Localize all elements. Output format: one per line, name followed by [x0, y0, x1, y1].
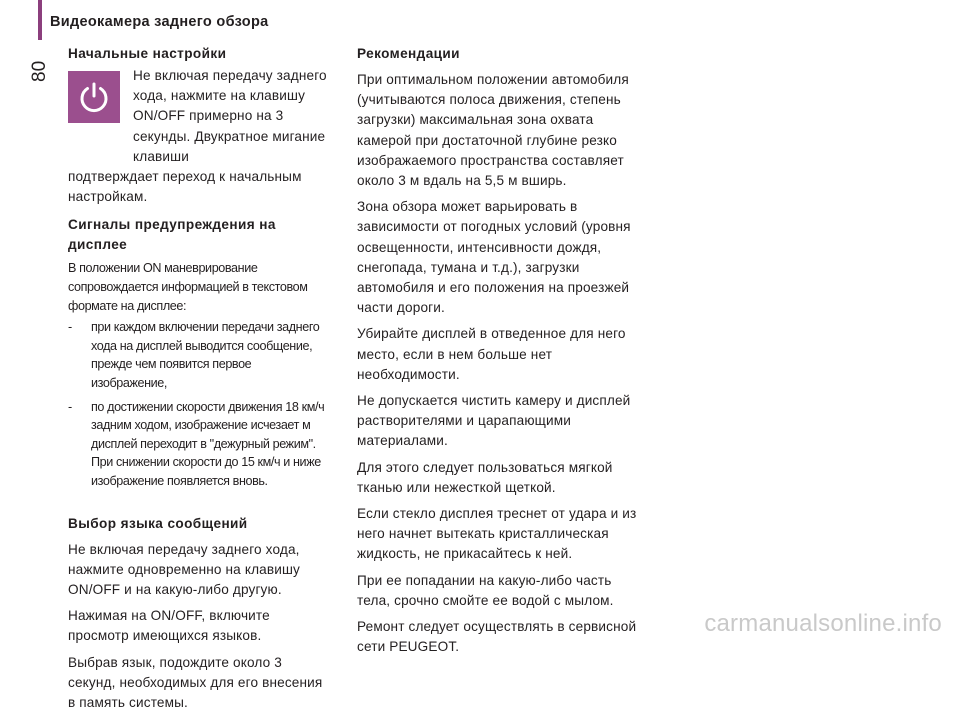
- recommendation-paragraph: Убирайте дисплей в отведенное для него место, если в нем больше нет необходимости.: [357, 326, 626, 382]
- page-number: 80: [29, 60, 50, 82]
- language-paragraph: Выбрав язык, подождите около 3 секунд, необходимых для его внесения в память системы.: [68, 654, 323, 710]
- recommendation-paragraph: Если стекло дисплея треснет от удара и из него начнет вытекать кристаллическая жидкость, не прикасайтесь к ней.: [357, 506, 637, 562]
- warnings-block: [68, 259, 330, 490]
- warnings-list: [68, 318, 330, 490]
- power-icon: [68, 71, 120, 123]
- language-heading: Выбор языка сообщений: [68, 515, 248, 531]
- recommendation-paragraph: Не допускается чистить камеру и дисплей растворителями и царапающими материалами.: [357, 393, 631, 449]
- warnings-intro: В положении ON маневрирование сопровождается информацией в текстовом формате на дисплее:: [68, 261, 308, 313]
- recommendation-paragraph: При оптимальном положении автомобиля (учитываются полоса движения, степень загрузки) максимальная зона охвата камерой при достаточной глубине резко изображаемого пространства составляет около 3 м вдаль на 5,5 м вширь.: [357, 72, 629, 189]
- left-column: [68, 44, 330, 713]
- initial-settings-heading: Начальные настройки: [68, 46, 227, 61]
- header-accent-bar: [38, 0, 42, 40]
- watermark: carmanualsonline.info: [704, 610, 942, 637]
- right-column: [357, 44, 637, 657]
- recommendation-paragraph: При ее попадании на какую-либо часть тела, срочно смойте ее водой с мылом.: [357, 572, 614, 608]
- recommendation-paragraph: Зона обзора может варьировать в зависимости от погодных условий (уровня освещенности, интенсивности дождя, снегопада, тумана и т.д.), загрузки автомобиля и его положения на проезжей части дороги.: [357, 199, 631, 316]
- recommendations-heading: Рекомендации: [357, 46, 460, 61]
- recommendation-paragraph: Ремонт следует осуществлять в сервисной сети PEUGEOT.: [357, 619, 637, 655]
- list-item: - по достижении скорости движения 18 км/ч задним ходом, изображение исчезает м дисплей переходит в "дежурный режим". При снижении скорости до 15 км/ч и ниже изображение появляется вновь.: [68, 398, 330, 491]
- language-paragraph: Нажимая на ON/OFF, включите просмотр имеющихся языков.: [68, 608, 270, 644]
- language-paragraph: Не включая передачу заднего хода, нажмите одновременно на клавишу ON/OFF и на какую-либо другую.: [68, 541, 300, 597]
- page-header-title: Видеокамера заднего обзора: [50, 14, 269, 30]
- warnings-heading: Сигналы предупреждения на дисплее: [68, 217, 276, 253]
- initial-settings-text-continued: подтверждает переход к начальным настройкам.: [68, 169, 302, 205]
- recommendation-paragraph: Для этого следует пользоваться мягкой тканью или нежесткой щеткой.: [357, 459, 613, 495]
- initial-settings-block: [68, 66, 330, 167]
- list-item: - при каждом включении передачи заднего хода на дисплей выводится сообщение, прежде чем появится первое изображение,: [68, 318, 330, 392]
- initial-settings-text: Не включая передачу заднего хода, нажмите на клавишу ON/OFF примерно на 3 секунды. Двукратное мигание клавиши: [133, 68, 327, 164]
